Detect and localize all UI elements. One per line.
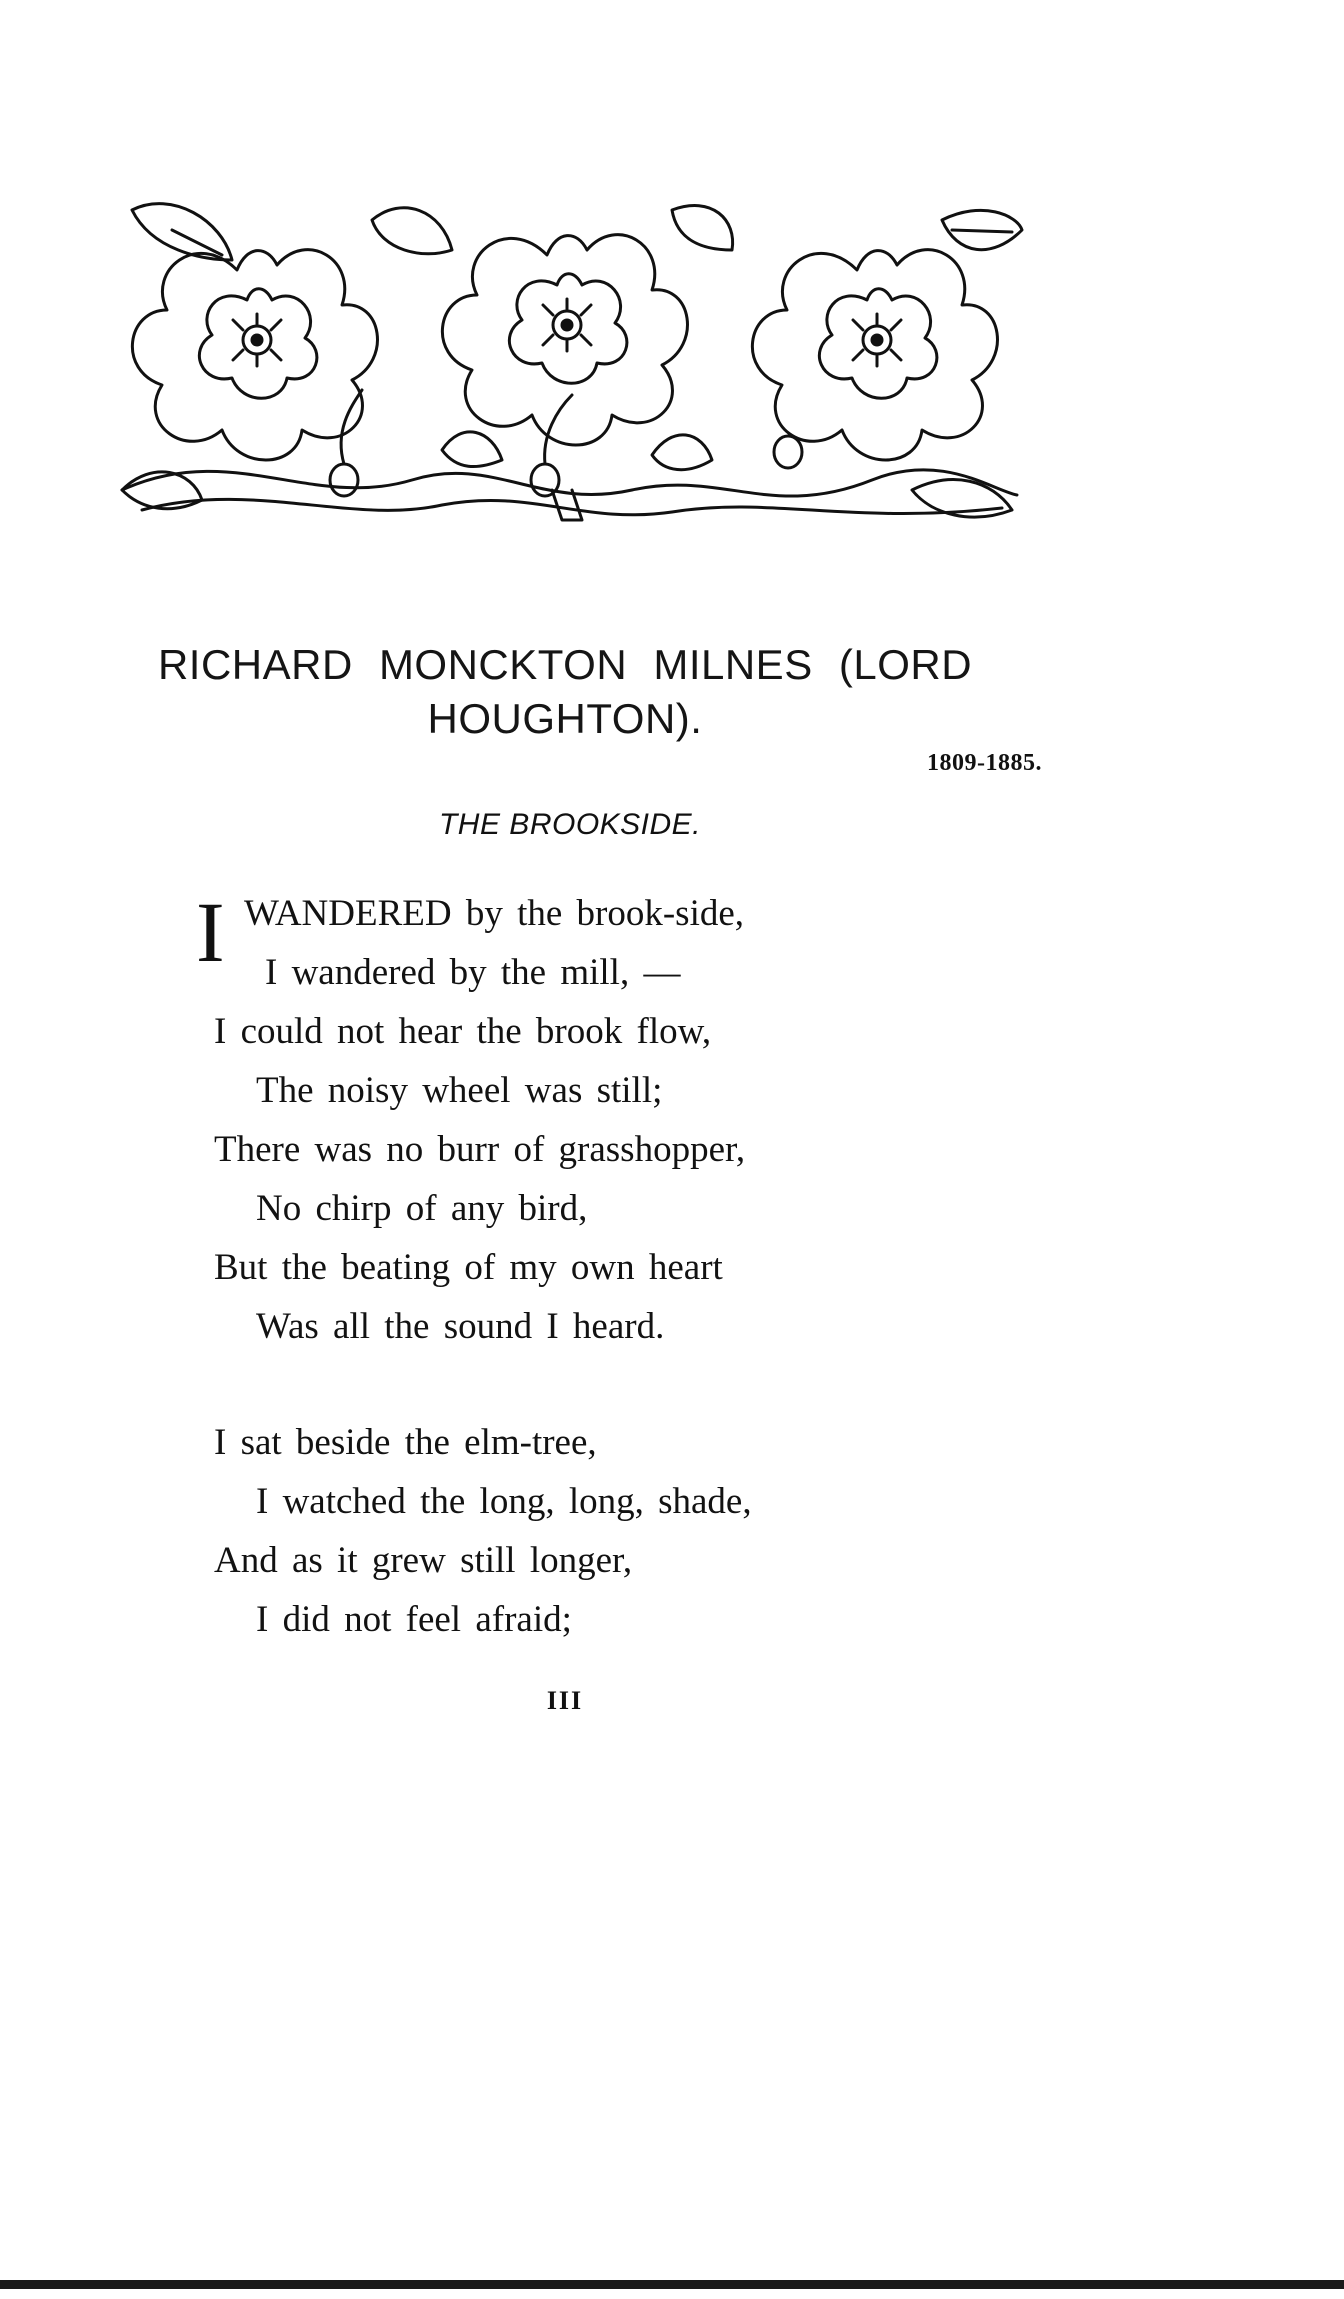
verse-line: I did not feel afraid;: [256, 1599, 572, 1640]
author-heading-line2: HOUGHTON).: [427, 695, 703, 742]
verse-line: WANDERED by the brook-side,: [244, 893, 745, 934]
page-edge-rule: [0, 2280, 1344, 2289]
poem-title: THE BROOKSIDE.: [438, 808, 702, 841]
verse-line: I watched the long, long, shade,: [256, 1481, 752, 1522]
verse-line: I could not hear the brook flow,: [214, 1011, 712, 1052]
verse-line: The noisy wheel was still;: [256, 1070, 663, 1111]
verse-line: There was no burr of grasshopper,: [214, 1129, 746, 1170]
verse-line: I sat beside the elm-tree,: [214, 1422, 597, 1463]
author-heading: [120, 638, 1010, 746]
verse-line: And as it grew still longer,: [214, 1540, 633, 1581]
author-dates: 1809-1885.: [927, 750, 1042, 776]
floral-headpiece-icon: [112, 190, 1028, 530]
drop-cap: I: [196, 884, 225, 980]
author-heading-line1: RICHARD MONCKTON MILNES (LORD: [157, 641, 973, 688]
verse-line: But the beating of my own heart: [214, 1247, 723, 1288]
verse-line: I wandered by the mill, —: [265, 952, 681, 993]
verse-line: No chirp of any bird,: [256, 1188, 588, 1229]
verse-line: Was all the sound I heard.: [256, 1306, 665, 1347]
page-number: III: [546, 1686, 584, 1715]
